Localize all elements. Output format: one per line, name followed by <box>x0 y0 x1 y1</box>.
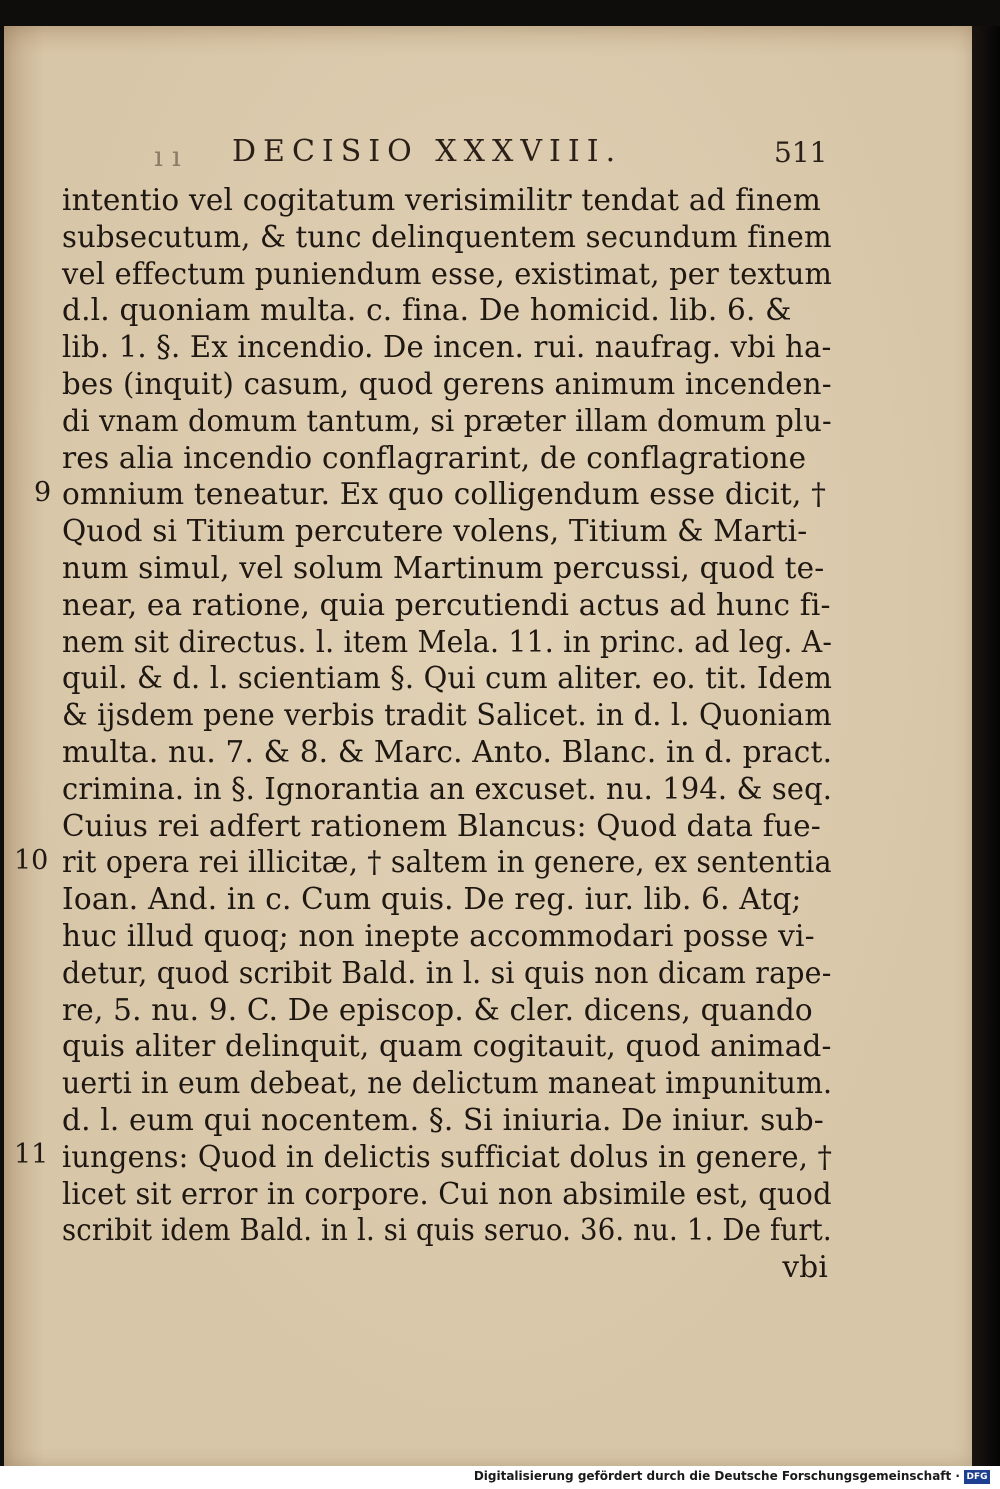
text-line: omnium teneatur. Ex quo colligendum esse dicit, † <box>62 477 827 512</box>
text-line: Ioan. And. in c. Cum quis. De reg. iur. lib. 6. Atq; <box>62 882 802 917</box>
text-line: quil. & d. l. scientiam §. Qui cum aliter. eo. tit. Idem <box>62 661 833 696</box>
text-line: re, 5. nu. 9. C. De episcop. & cler. dicens, quando <box>62 992 813 1027</box>
digitization-footer <box>0 1466 1000 1489</box>
margin-number: 10 <box>14 845 49 876</box>
text-line: d. l. eum qui nocentem. §. Si iniuria. De iniur. sub- <box>62 1102 824 1137</box>
text-line: licet sit error in corpore. Cui non absimile est, quod <box>62 1176 832 1211</box>
text-line: crimina. in §. Ignorantia an excuset. nu. 194. & seq. <box>62 771 833 806</box>
text-line: huc illud quoq; non inepte accommodari posse vi- <box>62 918 815 953</box>
text-line: scribit idem Bald. in l. si quis seruo. 36. nu. 1. De furt. <box>62 1213 832 1248</box>
page-number: 511 <box>774 136 828 169</box>
text-line: subsecutum, & tunc delinquentem secundum finem <box>62 219 832 254</box>
running-head: DECISIO XXXVIII. <box>232 134 623 169</box>
text-line: & ijsdem pene verbis tradit Salicet. in d. l. Quoniam <box>62 698 832 733</box>
text-line: nem sit directus. l. item Mela. 11. in princ. ad leg. A- <box>62 624 833 659</box>
text-line: res alia incendio conflagrarint, de conflagratione <box>62 440 807 475</box>
text-line: quis aliter delinquit, quam cogitauit, quod animad- <box>62 1029 832 1064</box>
header-ornament: ı ı <box>154 140 181 173</box>
text-line: near, ea ratione, quia percutiendi actus ad hunc fi- <box>62 587 831 622</box>
text-line: vel effectum puniendum esse, existimat, per textum <box>62 256 833 291</box>
margin-number: 9 <box>34 477 52 508</box>
text-line: intentio vel cogitatum verisimilitr tendat ad finem <box>62 183 822 217</box>
text-line: iungens: Quod in delictis sufficiat dolus in genere, † <box>62 1139 833 1174</box>
text-line: lib. 1. §. Ex incendio. De incen. rui. naufrag. vbi ha- <box>62 330 832 365</box>
text-line: d.l. quoniam multa. c. fina. De homicid. lib. 6. & <box>62 293 792 328</box>
text-line: Quod si Titium percutere volens, Titium & Marti- <box>62 514 808 549</box>
page-header <box>4 134 972 174</box>
body-text <box>62 182 832 1286</box>
text-line: Cuius rei adfert rationem Blancus: Quod data fue- <box>62 808 821 843</box>
text-line: bes (inquit) casum, quod gerens animum incenden- <box>62 366 832 401</box>
text-line: detur, quod scribit Bald. in l. si quis non dicam rape- <box>62 955 832 990</box>
text-line: num simul, vel solum Martinum percussi, quod te- <box>62 550 825 585</box>
book-spine-shadow <box>972 26 1000 1466</box>
footer-credit: Digitalisierung gefördert durch die Deutsche Forschungsgemeinschaft · <box>473 1469 960 1483</box>
text-line: di vnam domum tantum, si præter illam domum plu- <box>62 403 832 438</box>
dfg-logo: DFG <box>964 1470 990 1484</box>
book-page <box>4 26 972 1466</box>
text-line: uerti in eum debeat, ne delictum maneat impunitum. <box>62 1066 833 1101</box>
catchword: vbi <box>782 1250 828 1285</box>
margin-number: 11 <box>14 1139 49 1170</box>
text-line: rit opera rei illicitæ, † saltem in genere, ex sententia <box>62 845 832 880</box>
text-line: multa. nu. 7. & 8. & Marc. Anto. Blanc. in d. pract. <box>62 734 833 769</box>
